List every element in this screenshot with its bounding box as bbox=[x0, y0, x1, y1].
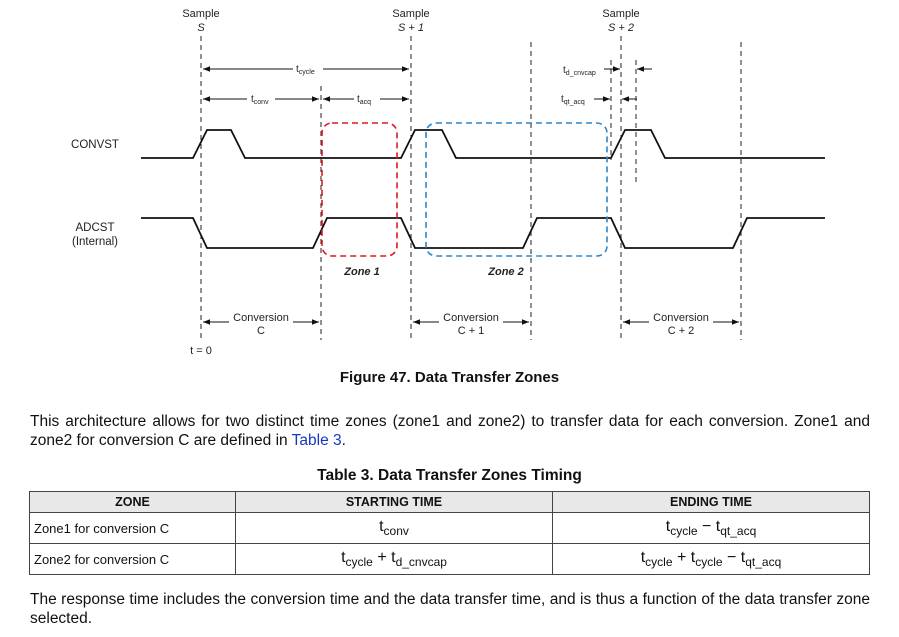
paragraph-response: The response time includes the conversion time and the data transfer time, and is thus a function of the data transfer zone selected. bbox=[30, 591, 870, 627]
t-cycle-label: $t_{cycle}$ bbox=[296, 64, 315, 76]
t-conv-label: $t_{conv}$ bbox=[251, 94, 269, 106]
t-d-cnvcap-label: $t_{d\_cnvcap}$ bbox=[563, 65, 596, 77]
table-row bbox=[30, 544, 870, 575]
figure-caption: Figure 47. Data Transfer Zones bbox=[339, 369, 560, 386]
paragraph-intro-end: . bbox=[341, 432, 346, 449]
timing-table bbox=[29, 491, 870, 575]
dashed-guides bbox=[201, 36, 741, 340]
adcst-label: ADCST bbox=[75, 222, 115, 234]
zone2-label: Zone 2 bbox=[488, 266, 524, 278]
paragraph-intro-text: This architecture allows for two distinct time zones (zone1 and zone2) to transfer data for each conversion. Zone1 and zone2 for conversion C are defined in bbox=[30, 413, 870, 449]
t-acq-label: $t_{acq}$ bbox=[357, 94, 372, 106]
table-title: Table 3. Data Transfer Zones Timing bbox=[317, 467, 582, 484]
t0-label: t = 0 bbox=[190, 345, 212, 357]
table-header-row bbox=[30, 492, 870, 513]
conversion-c2-label: Conversion bbox=[653, 312, 709, 324]
end-time-cell: $t_{cycle} + t_{cycle} - t_{qt\_acq}$ bbox=[553, 544, 870, 575]
sample-s1-sub: S + 1 bbox=[398, 22, 424, 34]
paragraph-intro bbox=[30, 412, 870, 450]
conversion-c1-sub: C + 1 bbox=[457, 325, 485, 337]
zone-cell: Zone2 for conversion C bbox=[30, 544, 236, 575]
start-time-cell: $t_{cycle} + t_{d\_cnvcap}$ bbox=[236, 544, 553, 575]
sample-s2-label: Sample bbox=[602, 8, 640, 20]
adcst-waveform bbox=[141, 218, 825, 248]
start-time-cell: $t_{conv}$ bbox=[236, 513, 553, 544]
conversion-c1-label: Conversion bbox=[443, 312, 499, 324]
header-zone: ZONE bbox=[30, 492, 236, 513]
conversion-c2-sub: C + 2 bbox=[667, 325, 695, 337]
zone1-label: Zone 1 bbox=[344, 266, 380, 278]
zone1-box bbox=[322, 123, 397, 256]
conversion-c-sub: C bbox=[257, 325, 265, 337]
sample-s-label: Sample bbox=[182, 8, 220, 20]
table3-link[interactable]: Table 3 bbox=[291, 432, 342, 449]
t-qt-acq-label: $t_{qt\_acq}$ bbox=[561, 94, 585, 106]
header-starting-time: STARTING TIME bbox=[236, 492, 553, 513]
header-ending-time: ENDING TIME bbox=[553, 492, 870, 513]
end-time-cell: $t_{cycle} - t_{qt\_acq}$ bbox=[553, 513, 870, 544]
zone2-box bbox=[426, 123, 607, 256]
convst-waveform bbox=[141, 130, 825, 158]
adcst-internal-label: (Internal) bbox=[71, 236, 119, 248]
sample-s2-sub: S + 2 bbox=[608, 22, 634, 34]
table-row bbox=[30, 513, 870, 544]
sample-s1-label: Sample bbox=[392, 8, 430, 20]
convst-label: CONVST bbox=[71, 139, 119, 151]
conversion-c-label: Conversion bbox=[233, 312, 289, 324]
sample-s-sub: S bbox=[197, 22, 205, 34]
zone-cell: Zone1 for conversion C bbox=[30, 513, 236, 544]
